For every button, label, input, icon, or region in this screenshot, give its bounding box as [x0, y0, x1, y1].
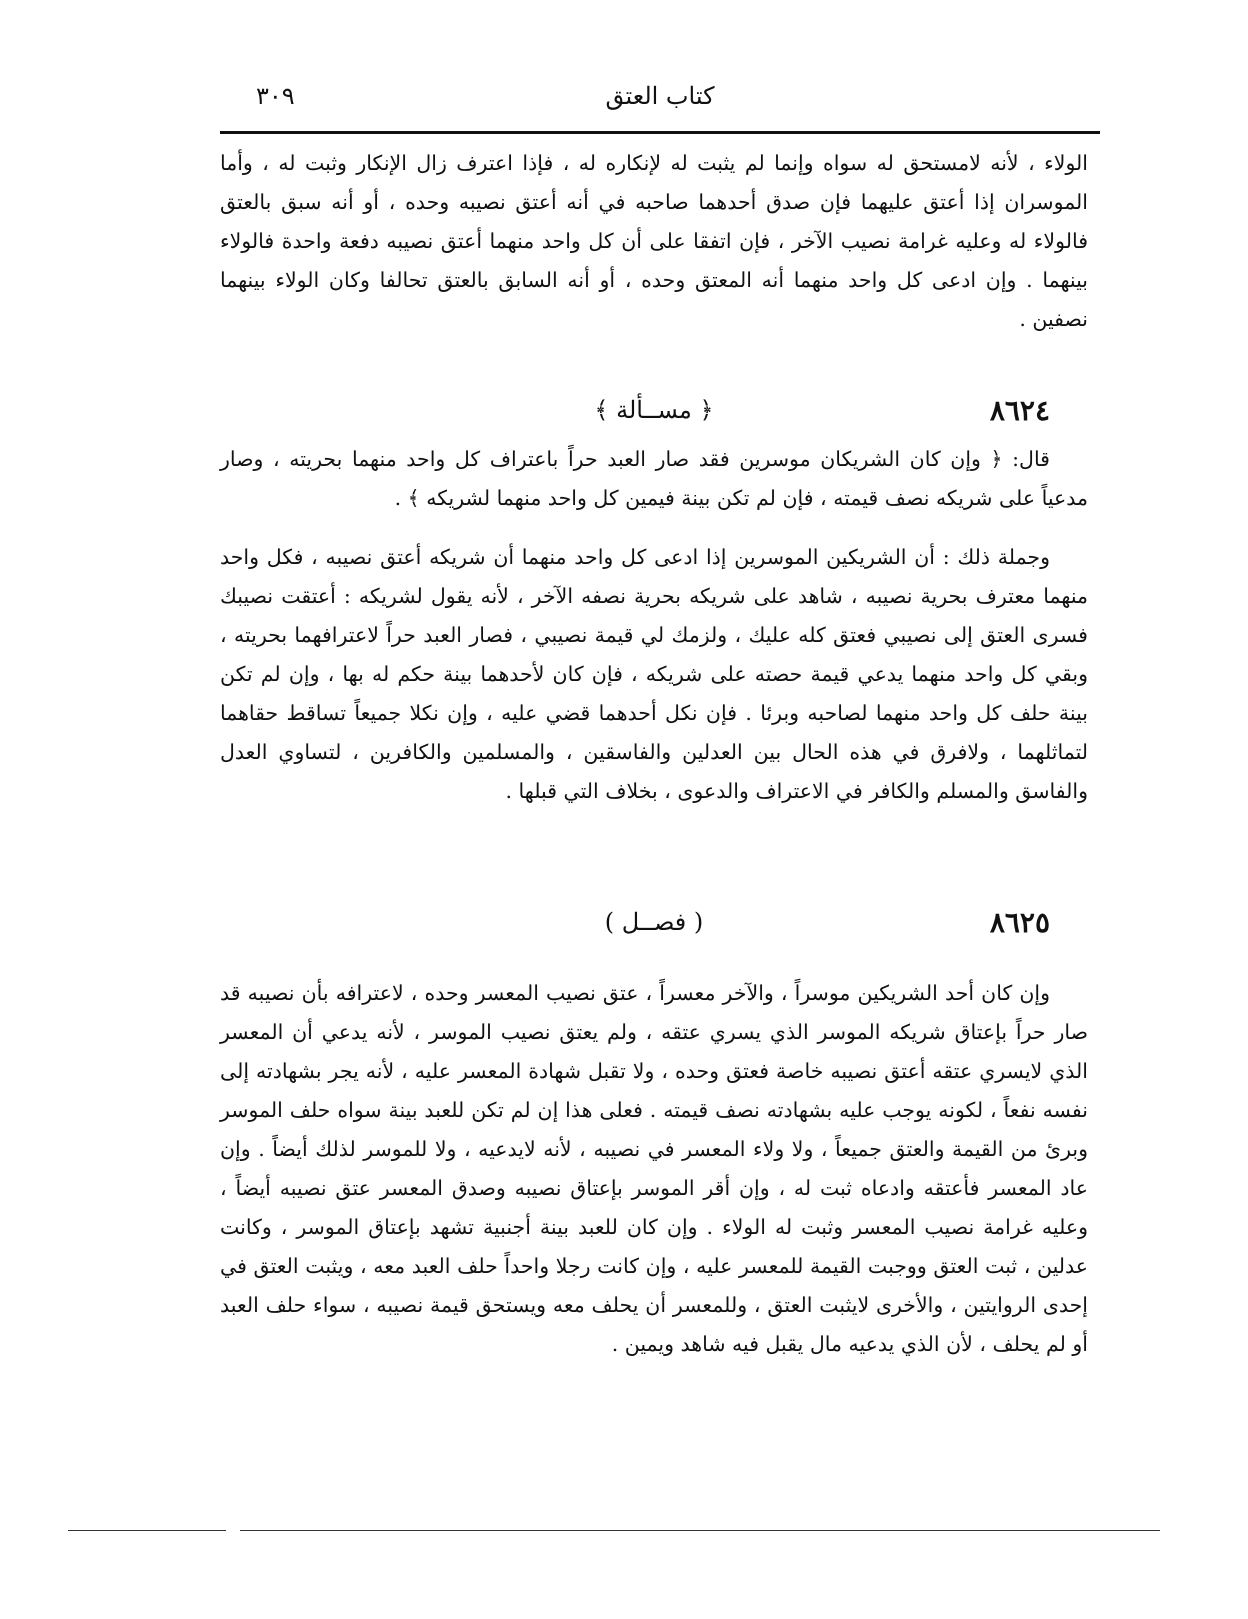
section-heading-8625: [220, 906, 1088, 950]
book-title: كتاب العتق: [605, 82, 715, 110]
footnote-rule-right: [240, 1530, 1160, 1531]
page-header: [220, 82, 1100, 122]
quote-text: قال: ﴿ وإن كان الشريكان موسرين فقد صار العبد حراً باعتراف كل واحد منهما بحريته ، وصار مدعياً على شريكه نصف قيمته ، فإن لم تكن بينة فيمين كل واحد منهما لشريكه ﴾ .: [220, 447, 1088, 510]
footnote-rule-left: [68, 1530, 226, 1531]
section-number: ٨٦٢٤: [989, 394, 1050, 427]
section-title: ( فصــل ): [604, 908, 704, 936]
section-heading-8624: [220, 394, 1088, 438]
commentary-text: وجملة ذلك : أن الشريكين الموسرين إذا ادعى كل واحد منهما أن شريكه أعتق نصيبه ، فكل واحد منهما معترف بحرية نصيبه ، شاهد على شريكه بحرية نصفه الآخر ، لأنه يقول لشريكه : أعتقت نصيبك فسرى العتق إلى نصيبي فعتق كله عليك ، ولزمك لي قيمة نصيبي ، فصار العبد حراً لاعترافهما بحريته ، وبقي كل واحد منهما يدعي قيمة حصته على شريكه ، فإن كان لأحدهما بينة حكم له بها ، وإن لم تكن بينة حلف كل واحد منهما لصاحبه وبرئا . فإن نكل أحدهما قضي عليه ، وإن نكلا جميعاً تساقط حقاهما لتماثلهما ، ولافرق في هذه الحال بين العدلين والفاسقين ، والمسلمين والكافرين ، لتساوي العدل والفاسق والمسلم والكافر في الاعتراف والدعوى ، بخلاف التي قبلها .: [220, 545, 1088, 803]
fasl-paragraph: [220, 974, 1088, 1364]
page-number: ٣٠٩: [256, 82, 295, 110]
section-number: ٨٦٢٥: [989, 906, 1050, 939]
quote-paragraph: [220, 440, 1088, 518]
commentary-paragraph: [220, 538, 1088, 811]
header-rule: [220, 131, 1100, 134]
fasl-text: وإن كان أحد الشريكين موسراً ، والآخر معسراً ، عتق نصيب المعسر وحده ، لاعترافه بأن نصيبه قد صار حراً بإعتاق شريكه الموسر الذي يسري عتقه ، ولم يعتق نصيب الموسر ، لأنه يدعي أن المعسر الذي لايسري عتقه أعتق نصيبه خاصة فعتق وحده ، ولا تقبل شهادة المعسر عليه ، لأنه يجر بشهادته إلى نفسه نفعاً ، لكونه يوجب عليه بشهادته نصف قيمته . فعلى هذا إن لم تكن للعبد بينة سواه حلف الموسر وبرئ من القيمة والعتق جميعاً ، ولا ولاء المعسر في نصيبه ، لأنه لايدعيه ، ولا للموسر لذلك أيضاً . وإن عاد المعسر فأعتقه وادعاه ثبت له ، وإن أقر الموسر بإعتاق نصيبه وصدق المعسر عتق نصيبه أيضاً ، وعليه غرامة نصيب المعسر وثبت له الولاء . وإن كان للعبد بينة أجنبية تشهد بإعتاق الموسر ، وكانت عدلين ، ثبت العتق ووجبت القيمة للمعسر عليه ، وإن كانت رجلا واحداً حلف العبد معه ، ويثبت العتق في إحدى الروايتين ، والأخرى لايثبت العتق ، وللمعسر أن يحلف معه ويستحق قيمة نصيبه ، سواء حلف العبد أو لم يحلف ، لأن الذي يدعيه مال يقبل فيه شاهد ويمين .: [220, 981, 1088, 1356]
continuation-paragraph: [220, 144, 1088, 339]
continuation-text: الولاء ، لأنه لامستحق له سواه وإنما لم يثبت له لإنكاره له ، فإذا اعترف زال الإنكار وثبت له ، وأما الموسران إذا أعتق عليهما فإن صدق أحدهما صاحبه في أنه أعتق نصيبه وحده ، أو أنه سبق بالعتق فالولاء له وعليه غرامة نصيب الآخر ، فإن اتفقا على أن كل واحد منهما أعتق نصيبه دفعة واحدة فالولاء بينهما . وإن ادعى كل واحد منهما أنه المعتق وحده ، أو أنه السابق بالعتق تحالفا وكان الولاء بينهما نصفين .: [220, 151, 1088, 331]
section-title: ﴿ مســألة ﴾: [594, 396, 714, 424]
